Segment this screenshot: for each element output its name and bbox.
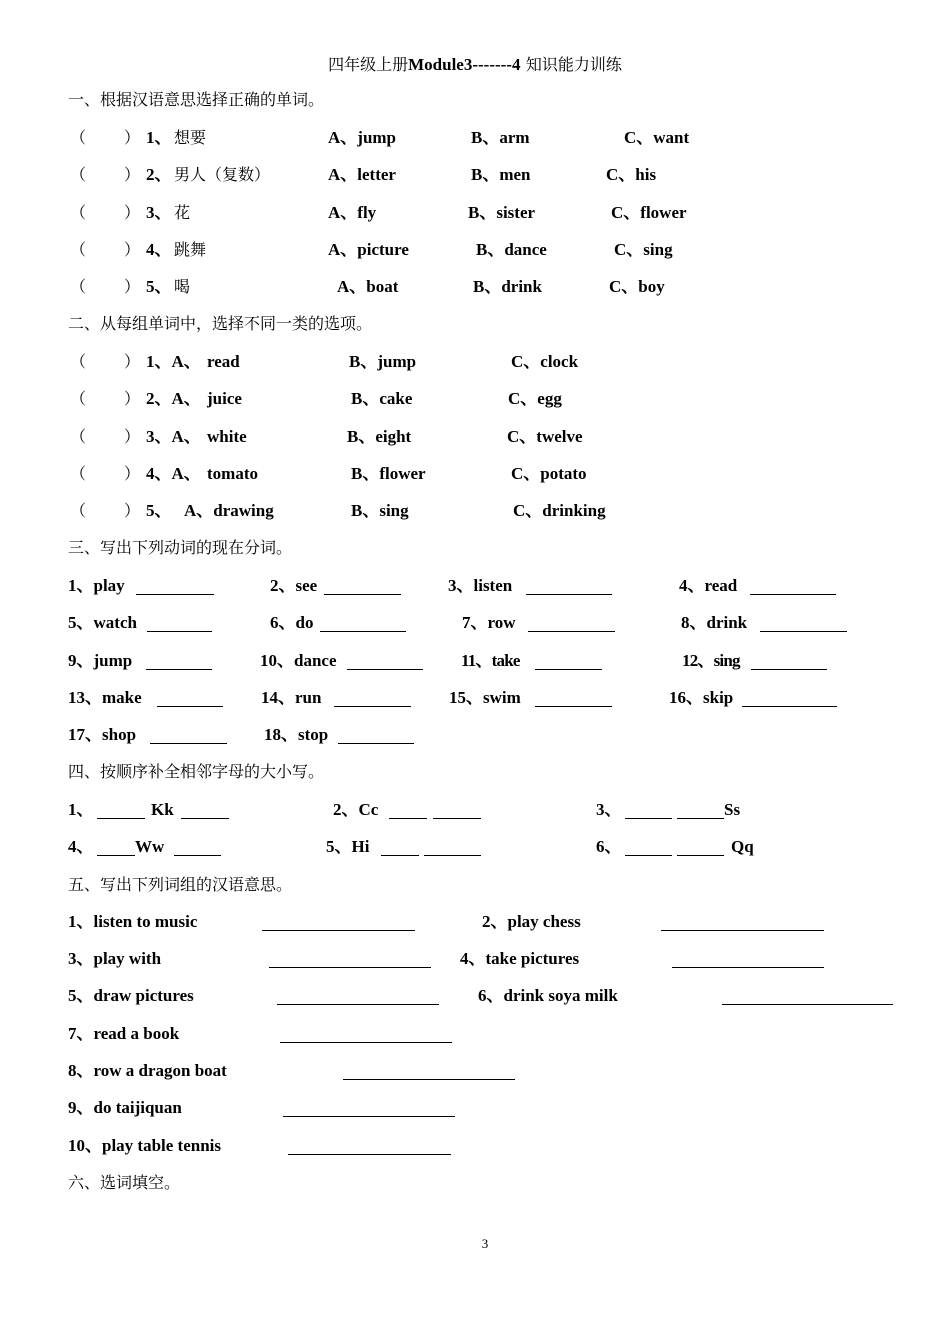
- answer-blank[interactable]: [381, 855, 419, 856]
- option-b: B、arm: [471, 128, 530, 147]
- verb-item: 16、skip: [669, 688, 734, 707]
- verb-item: 7、row: [462, 613, 516, 632]
- paren-open: （: [70, 501, 87, 520]
- answer-blank[interactable]: [535, 706, 612, 707]
- option-c: C、flower: [611, 203, 687, 222]
- option-c: C、want: [624, 128, 690, 147]
- option-b: B、drink: [473, 277, 542, 296]
- option-b: B、eight: [347, 427, 412, 446]
- option-c: C、sing: [614, 240, 673, 259]
- paren-close: ）: [124, 128, 141, 147]
- verb-item: 14、run: [261, 688, 322, 707]
- answer-blank[interactable]: [433, 818, 481, 819]
- question-number: 4、A、: [146, 464, 201, 483]
- phrase-item: 10、play table tennis: [68, 1136, 222, 1155]
- paren-close: ）: [124, 464, 141, 483]
- paren-open: （: [70, 165, 87, 184]
- option-a: white: [207, 427, 247, 446]
- section-6-heading: 六、选词填空。: [68, 1173, 181, 1192]
- question-number: 3、: [146, 203, 172, 222]
- paren-close: ）: [124, 240, 141, 259]
- answer-blank[interactable]: [751, 669, 827, 670]
- letter-pair: 2、Cc: [333, 800, 379, 819]
- option-a: A、boat: [337, 277, 399, 296]
- answer-blank[interactable]: [288, 1154, 451, 1155]
- option-c: C、his: [606, 165, 657, 184]
- letter-item-number: 4、: [68, 837, 94, 856]
- letter-pair: Qq: [731, 837, 754, 856]
- chinese-meaning: 喝: [174, 277, 191, 296]
- answer-blank[interactable]: [742, 706, 837, 707]
- verb-item: 15、swim: [449, 688, 521, 707]
- answer-blank[interactable]: [424, 855, 481, 856]
- answer-blank[interactable]: [528, 631, 615, 632]
- answer-blank[interactable]: [526, 594, 612, 595]
- answer-blank[interactable]: [174, 855, 221, 856]
- verb-item: 11、take: [461, 651, 520, 670]
- option-c: C、drinking: [513, 501, 606, 520]
- phrase-item: 5、draw pictures: [68, 986, 194, 1005]
- question-number: 5、: [146, 501, 172, 520]
- option-a: read: [207, 352, 240, 371]
- verb-item: 4、read: [679, 576, 738, 595]
- paren-open: （: [70, 427, 87, 446]
- verb-item: 17、shop: [68, 725, 137, 744]
- question-number: 2、: [146, 165, 172, 184]
- question-number: 5、: [146, 277, 172, 296]
- answer-blank[interactable]: [535, 669, 602, 670]
- option-c: C、boy: [609, 277, 665, 296]
- answer-blank[interactable]: [625, 855, 672, 856]
- paren-close: ）: [124, 203, 141, 222]
- answer-blank[interactable]: [672, 967, 824, 968]
- answer-blank[interactable]: [269, 967, 431, 968]
- answer-blank[interactable]: [661, 930, 824, 931]
- verb-item: 12、sing: [682, 651, 740, 670]
- paren-close: ）: [124, 165, 141, 184]
- section-5-heading: 五、写出下列词组的汉语意思。: [68, 875, 293, 894]
- title-cn-prefix: 四年级上册: [328, 55, 409, 74]
- paren-open: （: [70, 203, 87, 222]
- verb-item: 1、play: [68, 576, 125, 595]
- answer-blank[interactable]: [277, 1004, 439, 1005]
- answer-blank[interactable]: [262, 930, 415, 931]
- paren-close: ）: [124, 277, 141, 296]
- answer-blank[interactable]: [150, 743, 227, 744]
- answer-blank[interactable]: [334, 706, 411, 707]
- answer-blank[interactable]: [97, 818, 145, 819]
- section-4-heading: 四、按顺序补全相邻字母的大小写。: [68, 762, 325, 781]
- option-c: C、egg: [508, 389, 562, 408]
- answer-blank[interactable]: [136, 594, 214, 595]
- option-a: A、picture: [328, 240, 409, 259]
- option-b: B、dance: [476, 240, 547, 259]
- section-1-heading: 一、根据汉语意思选择正确的单词。: [68, 90, 325, 109]
- option-b: B、jump: [349, 352, 417, 371]
- chinese-meaning: 跳舞: [174, 240, 207, 259]
- option-a: A、jump: [328, 128, 397, 147]
- answer-blank[interactable]: [283, 1116, 455, 1117]
- paren-open: （: [70, 277, 87, 296]
- option-b: B、sing: [351, 501, 409, 520]
- answer-blank[interactable]: [347, 669, 423, 670]
- phrase-item: 2、play chess: [482, 912, 581, 931]
- letter-pair: Kk: [151, 800, 174, 819]
- paren-close: ）: [124, 389, 141, 408]
- letter-pair: 5、Hi: [326, 837, 370, 856]
- paren-open: （: [70, 389, 87, 408]
- option-a: A、letter: [328, 165, 396, 184]
- answer-blank[interactable]: [157, 706, 223, 707]
- option-b: B、cake: [351, 389, 413, 408]
- verb-item: 5、watch: [68, 613, 137, 632]
- letter-item-number: 1、: [68, 800, 94, 819]
- verb-item: 10、dance: [260, 651, 337, 670]
- page-title: [0, 52, 950, 75]
- letter-item-number: 6、: [596, 837, 622, 856]
- option-a: juice: [207, 389, 242, 408]
- option-a: tomato: [207, 464, 258, 483]
- question-number: 3、A、: [146, 427, 201, 446]
- phrase-item: 3、play with: [68, 949, 162, 968]
- question-number: 4、: [146, 240, 172, 259]
- paren-open: （: [70, 240, 87, 259]
- verb-item: 2、see: [270, 576, 318, 595]
- answer-blank[interactable]: [97, 855, 135, 856]
- phrase-item: 7、read a book: [68, 1024, 180, 1043]
- section-3-heading: 三、写出下列动词的现在分词。: [68, 538, 293, 557]
- phrase-item: 8、row a dragon boat: [68, 1061, 227, 1080]
- answer-blank[interactable]: [147, 631, 212, 632]
- option-a: A、drawing: [184, 501, 274, 520]
- option-a: A、fly: [328, 203, 377, 222]
- paren-close: ）: [124, 501, 141, 520]
- option-c: C、clock: [511, 352, 579, 371]
- question-number: 1、: [146, 128, 172, 147]
- title-module: Module3-------4: [408, 55, 521, 74]
- verb-item: 9、jump: [68, 651, 133, 670]
- phrase-item: 6、drink soya milk: [478, 986, 618, 1005]
- answer-blank[interactable]: [677, 855, 724, 856]
- paren-open: （: [70, 352, 87, 371]
- answer-blank[interactable]: [677, 818, 724, 819]
- verb-item: 18、stop: [264, 725, 329, 744]
- answer-blank[interactable]: [324, 594, 401, 595]
- answer-blank[interactable]: [338, 743, 414, 744]
- title-cn-suffix: 知识能力训练: [525, 55, 622, 74]
- letter-pair: Ss: [724, 800, 741, 819]
- answer-blank[interactable]: [280, 1042, 452, 1043]
- verb-item: 8、drink: [681, 613, 748, 632]
- phrase-item: 9、do taijiquan: [68, 1098, 182, 1117]
- chinese-meaning: 男人（复数）: [174, 165, 271, 184]
- answer-blank[interactable]: [181, 818, 229, 819]
- chinese-meaning: 想要: [174, 128, 207, 147]
- phrase-item: 4、take pictures: [460, 949, 580, 968]
- letter-item-number: 3、: [596, 800, 622, 819]
- answer-blank[interactable]: [625, 818, 672, 819]
- paren-open: （: [70, 464, 87, 483]
- answer-blank[interactable]: [320, 631, 406, 632]
- section-2-heading: 二、从每组单词中，选择不同一类的选项。: [68, 314, 373, 333]
- verb-item: 13、make: [68, 688, 142, 707]
- chinese-meaning: 花: [174, 203, 191, 222]
- question-number: 2、A、: [146, 389, 201, 408]
- question-number: 1、A、: [146, 352, 201, 371]
- paren-close: ）: [124, 427, 141, 446]
- answer-blank[interactable]: [722, 1004, 893, 1005]
- verb-item: 3、listen: [448, 576, 513, 595]
- option-b: B、flower: [351, 464, 426, 483]
- answer-blank[interactable]: [343, 1079, 515, 1080]
- answer-blank[interactable]: [750, 594, 836, 595]
- answer-blank[interactable]: [760, 631, 847, 632]
- answer-blank[interactable]: [146, 669, 212, 670]
- verb-item: 6、do: [270, 613, 314, 632]
- option-c: C、potato: [511, 464, 587, 483]
- paren-close: ）: [124, 352, 141, 371]
- letter-pair: Ww: [135, 837, 165, 856]
- option-b: B、sister: [468, 203, 536, 222]
- option-c: C、twelve: [507, 427, 583, 446]
- page-number: 3: [481, 1236, 489, 1251]
- option-b: B、men: [471, 165, 531, 184]
- paren-open: （: [70, 128, 87, 147]
- phrase-item: 1、listen to music: [68, 912, 198, 931]
- answer-blank[interactable]: [389, 818, 427, 819]
